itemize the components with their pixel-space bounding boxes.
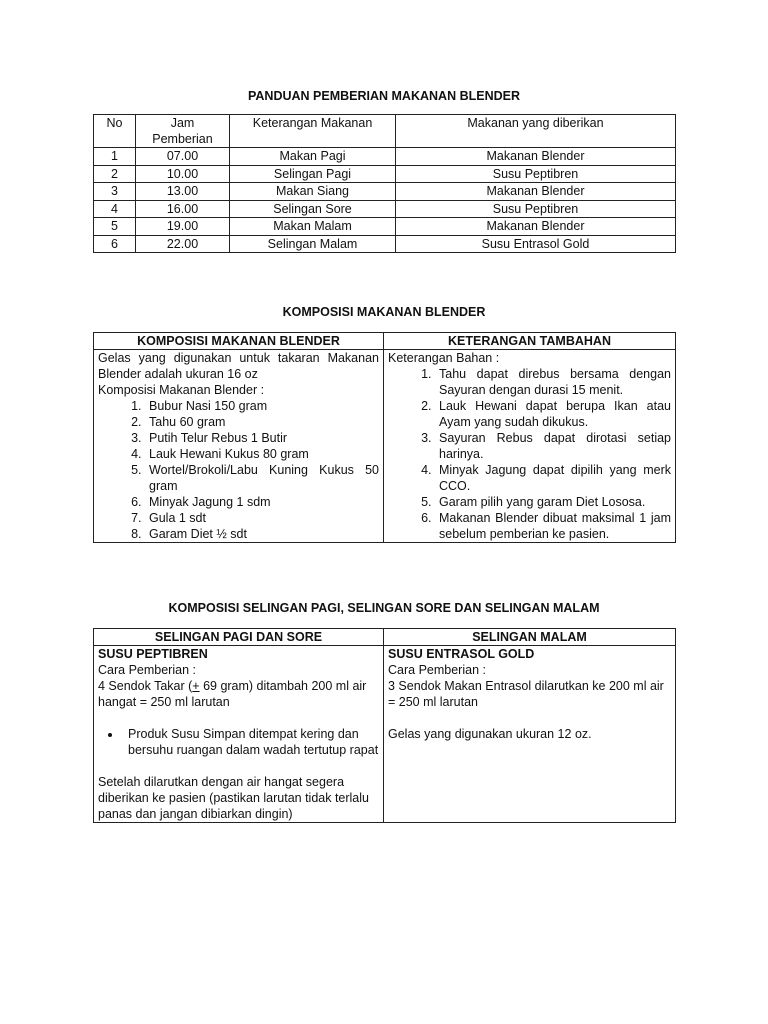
- header-selingan-pagi-sore: SELINGAN PAGI DAN SORE: [94, 629, 384, 646]
- cell-jam: 16.00: [136, 200, 230, 218]
- header-komposisi: KOMPOSISI MAKANAN BLENDER: [94, 333, 384, 350]
- list-item: 5. Garam pilih yang garam Diet Lososa.: [435, 494, 671, 510]
- table-header-row: [94, 629, 676, 646]
- cell-keterangan: Selingan Pagi: [230, 165, 396, 183]
- storage-bullet-list: [98, 726, 379, 758]
- header-keterangan-tambahan: KETERANGAN TAMBAHAN: [384, 333, 676, 350]
- cell-makanan: Susu Peptibren: [396, 165, 676, 183]
- section1-title: PANDUAN PEMBERIAN MAKANAN BLENDER: [248, 89, 520, 103]
- list-item: 4. Minyak Jagung dapat dipilih yang merk CCO.: [435, 462, 671, 494]
- blender-composition-table: [93, 332, 676, 543]
- table-row: [94, 183, 676, 201]
- composition-subtitle: Komposisi Makanan Blender :: [98, 383, 265, 397]
- notes-subtitle: Keterangan Bahan :: [388, 351, 500, 365]
- notes-list: [388, 366, 671, 542]
- list-item: 2. Tahu 60 gram: [145, 414, 379, 430]
- header-makanan: Makanan yang diberikan: [396, 115, 676, 148]
- cell-makanan: Makanan Blender: [396, 183, 676, 201]
- notes-cell: [384, 350, 676, 543]
- entrasol-instruction: 3 Sendok Makan Entrasol dilarutkan ke 200 ml air = 250 ml larutan: [388, 679, 664, 709]
- composition-cell: [94, 350, 384, 543]
- plus-minus-sign: +: [192, 679, 200, 693]
- cell-jam: 19.00: [136, 218, 230, 236]
- list-item: 5. Wortel/Brokoli/Labu Kuning Kukus 50 gram: [145, 462, 379, 494]
- cell-no: 5: [94, 218, 136, 236]
- peptibren-cara: Cara Pemberian :: [98, 663, 196, 677]
- header-no: No: [94, 115, 136, 148]
- table-row: [94, 218, 676, 236]
- header-keterangan: Keterangan Makanan: [230, 115, 396, 148]
- cell-keterangan: Makan Pagi: [230, 148, 396, 166]
- peptibren-product: SUSU PEPTIBREN: [98, 647, 208, 661]
- entrasol-cell: [384, 646, 676, 823]
- cell-jam: 22.00: [136, 235, 230, 253]
- list-item: 1. Tahu dapat direbus bersama dengan Sayuran dengan durasi 15 menit.: [435, 366, 671, 398]
- list-item: 6. Makanan Blender dibuat maksimal 1 jam sebelum pemberian ke pasien.: [435, 510, 671, 542]
- cell-keterangan: Selingan Sore: [230, 200, 396, 218]
- section2-title: KOMPOSISI MAKANAN BLENDER: [282, 305, 486, 319]
- cell-jam: 13.00: [136, 183, 230, 201]
- entrasol-product: SUSU ENTRASOL GOLD: [388, 647, 535, 661]
- header-selingan-malam: SELINGAN MALAM: [384, 629, 676, 646]
- composition-list: [98, 398, 379, 542]
- list-item: 7. Gula 1 sdt: [145, 510, 379, 526]
- entrasol-note: Gelas yang digunakan ukuran 12 oz.: [388, 727, 592, 741]
- cell-makanan: Makanan Blender: [396, 148, 676, 166]
- list-item: • Produk Susu Simpan ditempat kering dan bersuhu ruangan dalam wadah tertutup rapat: [122, 726, 379, 758]
- glass-size-note: Gelas yang digunakan untuk takaran Makanan Blender adalah ukuran 16 oz: [98, 351, 379, 381]
- section3-title: KOMPOSISI SELINGAN PAGI, SELINGAN SORE DAN SELINGAN MALAM: [168, 601, 600, 615]
- table-row: [94, 165, 676, 183]
- list-item: 3. Sayuran Rebus dapat dirotasi setiap harinya.: [435, 430, 671, 462]
- cell-no: 3: [94, 183, 136, 201]
- cell-makanan: Makanan Blender: [396, 218, 676, 236]
- snack-composition-table: [93, 628, 676, 823]
- cell-keterangan: Makan Siang: [230, 183, 396, 201]
- cell-no: 6: [94, 235, 136, 253]
- list-item: 8. Garam Diet ½ sdt: [145, 526, 379, 542]
- cell-no: 4: [94, 200, 136, 218]
- list-item: 6. Minyak Jagung 1 sdm: [145, 494, 379, 510]
- peptibren-cell: [94, 646, 384, 823]
- table-header-row: [94, 115, 676, 148]
- cell-makanan: Susu Peptibren: [396, 200, 676, 218]
- entrasol-cara: Cara Pemberian :: [388, 663, 486, 677]
- cell-jam: 07.00: [136, 148, 230, 166]
- list-item: 2. Lauk Hewani dapat berupa Ikan atau Ayam yang sudah dikukus.: [435, 398, 671, 430]
- header-jam: Jam Pemberian: [136, 115, 230, 148]
- list-item: 1. Bubur Nasi 150 gram: [145, 398, 379, 414]
- table-header-row: [94, 333, 676, 350]
- cell-keterangan: Makan Malam: [230, 218, 396, 236]
- cell-no: 2: [94, 165, 136, 183]
- table-row: [94, 148, 676, 166]
- cell-jam: 10.00: [136, 165, 230, 183]
- table-row: [94, 235, 676, 253]
- table-row: [94, 200, 676, 218]
- list-item: 3. Putih Telur Rebus 1 Butir: [145, 430, 379, 446]
- cell-makanan: Susu Entrasol Gold: [396, 235, 676, 253]
- list-item: 4. Lauk Hewani Kukus 80 gram: [145, 446, 379, 462]
- cell-keterangan: Selingan Malam: [230, 235, 396, 253]
- peptibren-note: Setelah dilarutkan dengan air hangat segera diberikan ke pasien (pastikan larutan tidak terlalu panas dan jangan dibiarkan dingin): [98, 775, 369, 821]
- cell-no: 1: [94, 148, 136, 166]
- feeding-schedule-table: [93, 114, 676, 253]
- instruction-text: 4 Sendok Takar (: [98, 679, 193, 693]
- instruction-text: 69 gram) ditambah 200 ml air hangat = 250 ml larutan: [98, 679, 367, 709]
- peptibren-instruction: [98, 678, 379, 710]
